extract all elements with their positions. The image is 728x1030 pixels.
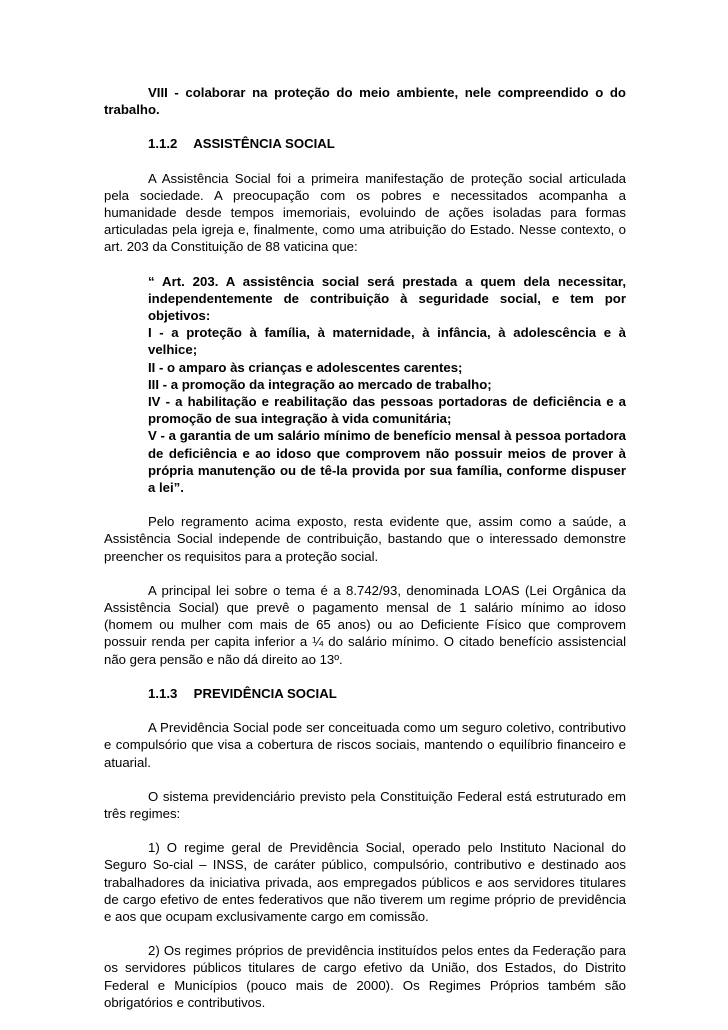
quote-line: V - a garantia de um salário mínimo de benefício mensal à pessoa portadora de deficiência e ao idoso que comprovem não possuir meios de prover à própria manutenção ou de tê-la provida por sua família, conforme dispuser a lei”. bbox=[148, 428, 626, 496]
quote-line: “ Art. 203. A assistência social será prestada a quem dela necessitar, independentemente de contribuição à seguridade social, e tem por objetivos: bbox=[148, 273, 626, 324]
block-quote-art-203 bbox=[148, 273, 626, 497]
quote-line: II - o amparo às crianças e adolescentes carentes; bbox=[148, 359, 463, 375]
section-number: 1.1.3 bbox=[148, 685, 178, 701]
section-heading-assistencia bbox=[148, 135, 626, 152]
section-title: ASSISTÊNCIA SOCIAL bbox=[193, 136, 335, 152]
paragraph: A Previdência Social pode ser conceituada como um seguro coletivo, contributivo e compulsório que visa a cobertura de riscos sociais, mantendo o equilíbrio financeiro e atuarial. bbox=[104, 720, 626, 770]
section-title: PREVIDÊNCIA SOCIAL bbox=[193, 685, 337, 701]
quote-line: I - a proteção à família, à maternidade, à infância, à adolescência e à velhice; bbox=[148, 325, 626, 358]
paragraph: 1) O regime geral de Previdência Social, operado pelo Instituto Nacional do Seguro So-cial – INSS, de caráter público, compulsório, contributivo e destinado aos trabalhadores da iniciativa privada, aos empregados públicos e aos servidores titulares de cargo efetivo de entes federativos que não tiverem um regime próprio de previdência e aos que ocupam exclusivamente cargo em comissão. bbox=[104, 840, 626, 924]
quote-line: IV - a habilitação e reabilitação das pessoas portadoras de deficiência e a promoção de sua integração à vida comunitária; bbox=[148, 394, 626, 427]
paragraph: A Assistência Social foi a primeira manifestação de proteção social articulada pela sociedade. A preocupação com os pobres e necessitados acompanha a humanidade desde tempos imemoriais, evoluindo de ações isoladas para formas articuladas pela igreja e, finalmente, como uma atribuição do Estado. Nesse contexto, o art. 203 da Constituição de 88 vaticina que: bbox=[104, 170, 626, 255]
document-page bbox=[104, 84, 626, 1011]
section-heading-previdencia bbox=[148, 685, 626, 702]
section-number: 1.1.2 bbox=[148, 136, 178, 152]
quote-line: III - a promoção da integração ao mercado de trabalho; bbox=[148, 376, 492, 392]
intro-item-viii: VIII - colaborar na proteção do meio ambiente, nele compreendido o do trabalho. bbox=[104, 85, 626, 118]
paragraph: Pelo regramento acima exposto, resta evidente que, assim como a saúde, a Assistência Social independe de contribuição, bastando que o interessado demonstre preencher os requisitos para a proteção social. bbox=[104, 514, 626, 564]
paragraph: O sistema previdenciário previsto pela Constituição Federal está estruturado em três regimes: bbox=[104, 788, 626, 821]
paragraph: A principal lei sobre o tema é a 8.742/93, denominada LOAS (Lei Orgânica da Assistência Social) que prevê o pagamento mensal de 1 salário mínimo ao idoso (homem ou mulher com mais de 65 anos) ou ao Deficiente Físico que comprovem possuir renda per capita inferior a ¼ do salário mínimo. O citado benefício assistencial não gera pensão e não dá direito ao 13º. bbox=[104, 582, 626, 667]
paragraph: 2) Os regimes próprios de previdência instituídos pelos entes da Federação para os servidores públicos titulares de cargo efetivo da União, dos Estados, do Distrito Federal e Municípios (pouco mais de 2000). Os Regimes Próprios também são obrigatórios e contributivos. bbox=[104, 943, 626, 1010]
